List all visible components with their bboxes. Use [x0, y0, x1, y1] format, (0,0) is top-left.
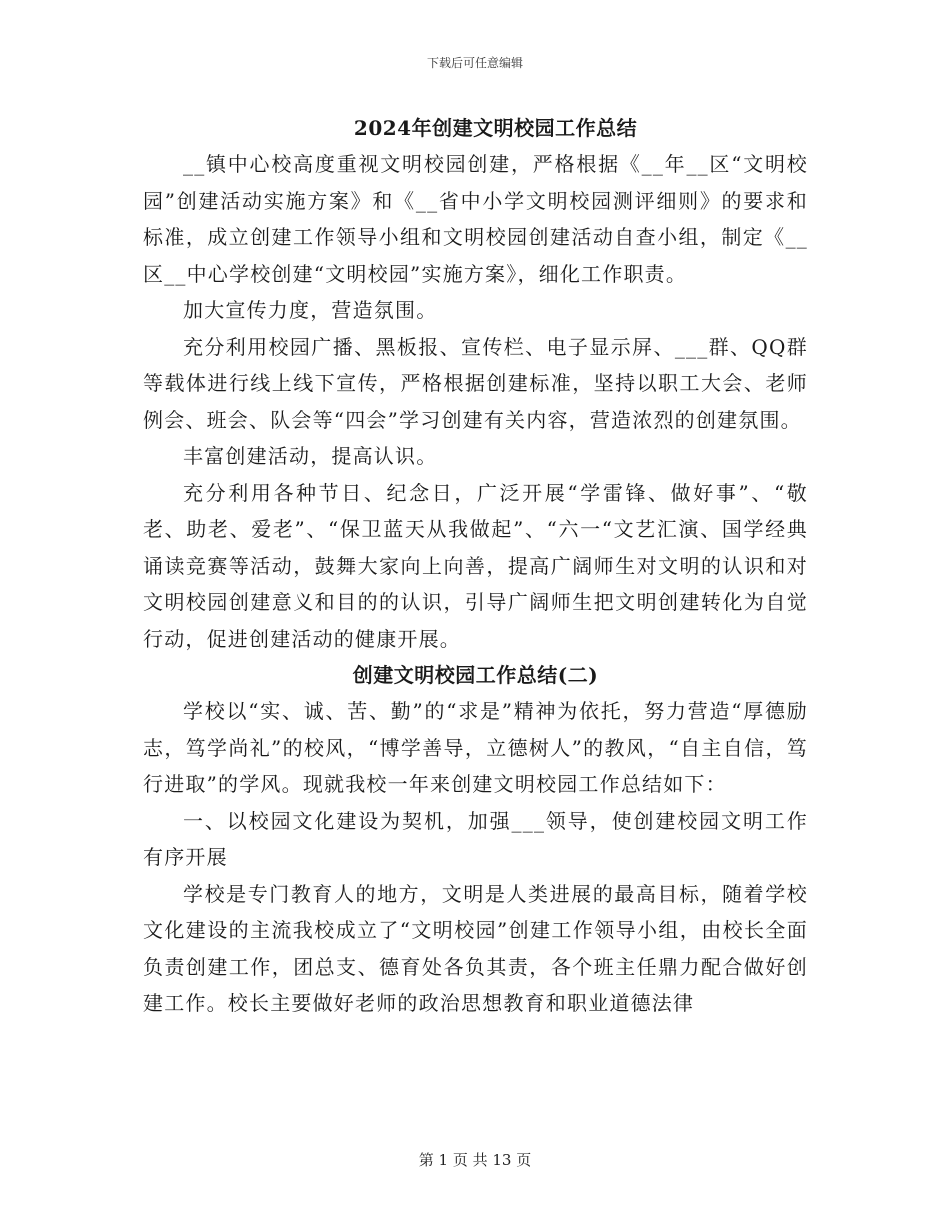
- paragraph-heading-publicity: 加大宣传力度，营造氛围。: [183, 298, 438, 322]
- paragraph-activities: 充分利用各种节日、纪念日，广泛开展“学雷锋、做好事”、“敬老、助老、爱老”、“保卫蓝天从我做起”、“六一“文艺汇演、国学经典诵读竞赛等活动，鼓舞大家向上向善，提高广阔师生对文明的认识和对文明校园创建意义和目的的认识，引导广阔师生把文明创建转化为自觉行动，促进创建活动的健康开展。: [143, 480, 808, 651]
- document-title: 2024年创建文明校园工作总结: [353, 116, 638, 140]
- paragraph-heading-activities: 丰富创建活动，提高认识。: [183, 444, 438, 468]
- paragraph-spirit: 学校以“实、诚、苦、勤”的“求是”精神为依托，努力营造“厚德励志，笃学尚礼”的校风，“博学善导，立德树人”的教风，“自主自信，笃行进取”的学风。现就我校一年来创建文明校园工作总结如下：: [143, 699, 808, 796]
- paragraph-publicity: 充分利用校园广播、黑板报、宣传栏、电子显示屏、___群、QQ群等载体进行线上线下宣传，严格根据创建标准，坚持以职工大会、老师例会、班会、队会等“四会”学习创建有关内容，营造浓烈的创建氛围。: [143, 334, 808, 432]
- document-body: [143, 110, 808, 1022]
- section-title-two: 创建文明校园工作总结(二): [352, 663, 599, 687]
- paragraph-intro: __镇中心校高度重视文明校园创建，严格根据《__年__区“文明校园”创建活动实施方案》和《__省中小学文明校园测评细则》的要求和标准，成立创建工作领导小组和文明校园创建活动自查小组，制定《__区__中心学校创建“文明校园”实施方案》，细化工作职责。: [143, 152, 808, 286]
- paragraph-heading-leadership: 一、以校园文化建设为契机，加强___领导，使创建校园文明工作有序开展: [143, 808, 808, 869]
- page-header-note: 下载后可任意编辑: [426, 56, 523, 70]
- page-footer-number: 第 1 页 共 13 页: [418, 1151, 532, 1169]
- paragraph-leadership: 学校是专门教育人的地方，文明是人类进展的最高目标，随着学校文化建设的主流我校成立了“文明校园”创建工作领导小组，由校长全面负责创建工作，团总支、德育处各负其责，各个班主任鼎力配合做好创建工作。校长主要做好老师的政治思想教育和职业道德法律: [143, 881, 808, 1015]
